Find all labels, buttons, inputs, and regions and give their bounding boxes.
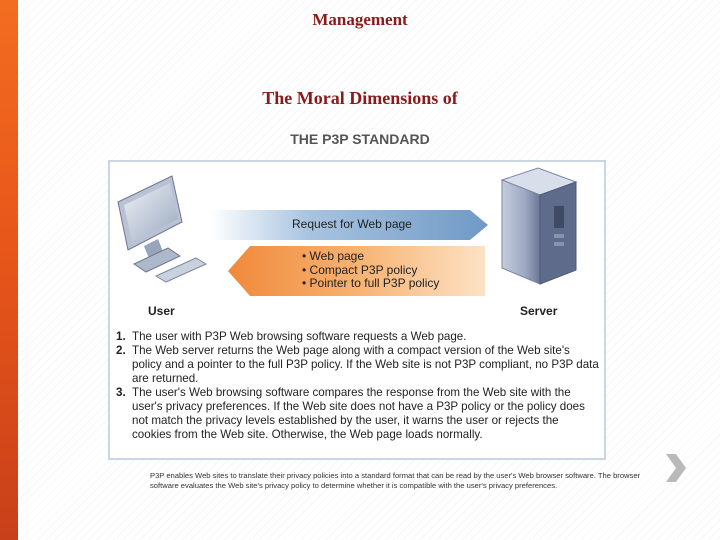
slide-subtitle: THE P3P STANDARD (290, 131, 430, 147)
user-label: User (148, 304, 175, 318)
response-item: • Compact P3P policy (302, 262, 418, 277)
server-icon (502, 168, 576, 284)
step-text: The user with P3P Web browsing software requests a Web page. (132, 330, 467, 343)
step-number: 2. (116, 344, 126, 357)
chevron-right-icon[interactable] (664, 452, 688, 484)
server-label: Server (520, 304, 558, 318)
response-item: • Web page (302, 249, 365, 263)
steps-list (114, 330, 600, 442)
step-number: 3. (116, 386, 126, 399)
request-label: Request for Web page (292, 217, 412, 231)
step-item (114, 330, 600, 344)
step-number: 1. (116, 330, 126, 343)
step-text: The Web server returns the Web page along with a compact version of the Web site's policy and a pointer to the full P3P policy. If the Web site is not P3P compliant, no P3P data are returned. (132, 344, 599, 385)
slide-title-top: Management (312, 10, 408, 29)
response-list (302, 250, 439, 291)
figure-caption: P3P enables Web sites to translate their privacy policies into a standard format that can be read by the user's Web browser software. The browser software evaluates the Web site's privacy policy to determine whether it is compatible with the user's privacy preferences. (150, 471, 641, 490)
step-item (114, 386, 600, 442)
step-item (114, 344, 600, 386)
response-item: • Pointer to full P3P policy (302, 276, 440, 290)
step-text: The user's Web browsing software compares the response from the Web site with the user's privacy preferences. If the Web site does not have a P3P policy or the policy does not match the privacy levels established by the user, it warns the user or rejects the cookies from the Web site. Otherwise, the Web page loads normally. (132, 386, 585, 441)
slide-title: The Moral Dimensions of (262, 88, 458, 108)
p3p-figure (108, 160, 606, 460)
computer-icon (118, 176, 206, 282)
accent-bar (0, 0, 18, 540)
